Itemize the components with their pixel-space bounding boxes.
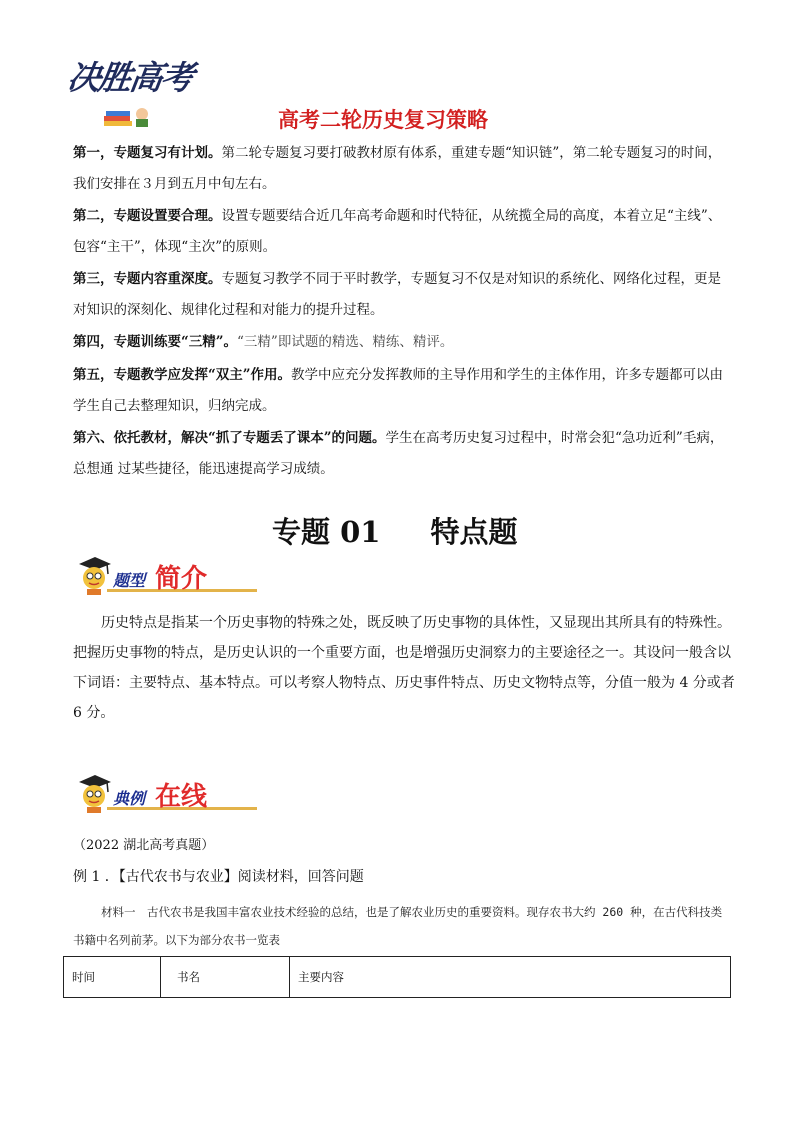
example-material: 材料一 古代农书是我国丰富农业技术经验的总结，也是了解农业历史的重要资料。现存农书大约 260 种，在古代科技类书籍中名列前茅。以下为部分农书一览表 <box>73 905 723 947</box>
example-banner <box>73 770 273 816</box>
strategy-paragraph <box>73 327 733 358</box>
strategy-paragraph <box>73 423 733 485</box>
intro-banner-highlight: 简介 <box>155 564 208 594</box>
strategy-paragraph <box>73 138 733 200</box>
strategy-lead: 第四，专题训练要“三精”。 <box>73 334 238 350</box>
logo <box>64 52 195 132</box>
strategy-text: 第二轮专题复习要打破教材原有体系，重建专题“知识链”，第二轮专题复习的时间，我们安排在３月到五月中旬左右。 <box>73 145 722 192</box>
strategy-paragraph <box>73 201 733 263</box>
chapter-number: 专题 01 <box>272 515 381 549</box>
strategy-lead: 第三，专题内容重深度。 <box>73 271 222 287</box>
table-header-cell: 书名 <box>161 957 290 998</box>
table-header-row <box>64 957 731 998</box>
strategy-lead: 第一，专题复习有计划。 <box>73 145 222 161</box>
example-question: 例 1 ．【古代农书与农业】阅读材料，回答问题 <box>73 869 364 885</box>
chapter-heading <box>272 510 517 551</box>
books-icon <box>102 102 154 128</box>
strategy-text: 设置专题要结合近几年高考命题和时代特征，从统揽全局的高度，本着立足“主线”、包容“主干”，体现“主次”的原则。 <box>73 208 722 255</box>
table-header-cell: 时间 <box>64 957 161 998</box>
strategy-text: 学生在高考历史复习过程中，时常会犯“急功近利”毛病，总想通 过某些捷径，能迅速提高学习成绩。 <box>73 430 724 477</box>
strategy-text: “三精”即试题的精选、精练、精评。 <box>237 334 454 350</box>
document-title: 高考二轮历史复习策略 <box>278 108 488 132</box>
example-source: （2022 湖北高考真题） <box>73 838 215 853</box>
strategy-paragraph <box>73 360 733 422</box>
logo-text: 决胜高考 <box>64 58 195 97</box>
book-table <box>63 956 731 998</box>
intro-banner <box>73 552 273 598</box>
strategy-lead: 第五，专题教学应发挥“双主”作用。 <box>73 367 292 383</box>
intro-paragraph: 历史特点是指某一个历史事物的特殊之处，既反映了历史事物的具体性，又显现出其所具有的特殊性。把握历史事物的特点，是历史认识的一个重要方面，也是增强历史洞察力的主要途径之一。其设问一般含以下词语：主要特点、基本特点。可以考察人物特点、历史事件特点、历史文物特点等，分值一般为 4 分或者 6 分。 <box>73 615 735 721</box>
example-banner-highlight: 在线 <box>155 782 208 812</box>
strategy-paragraph <box>73 264 733 326</box>
strategy-text: 专题复习教学不同于平时教学，专题复习不仅是对知识的系统化、网络化过程，更是对知识的深刻化、规律化过程和对能力的提升过程。 <box>73 271 721 318</box>
example-banner-label: 典例 <box>113 789 146 808</box>
strategy-text: 教学中应充分发挥教师的主导作用和学生的主体作用，许多专题都可以由学生自己去整理知识，归纳完成。 <box>73 367 724 414</box>
table-header-cell: 主要内容 <box>290 957 731 998</box>
strategy-lead: 第六、依托教材，解决“抓了专题丢了课本”的问题。 <box>73 430 386 446</box>
chapter-name: 特点题 <box>430 515 518 549</box>
strategy-lead: 第二，专题设置要合理。 <box>73 208 222 224</box>
intro-banner-label: 题型 <box>113 571 146 590</box>
